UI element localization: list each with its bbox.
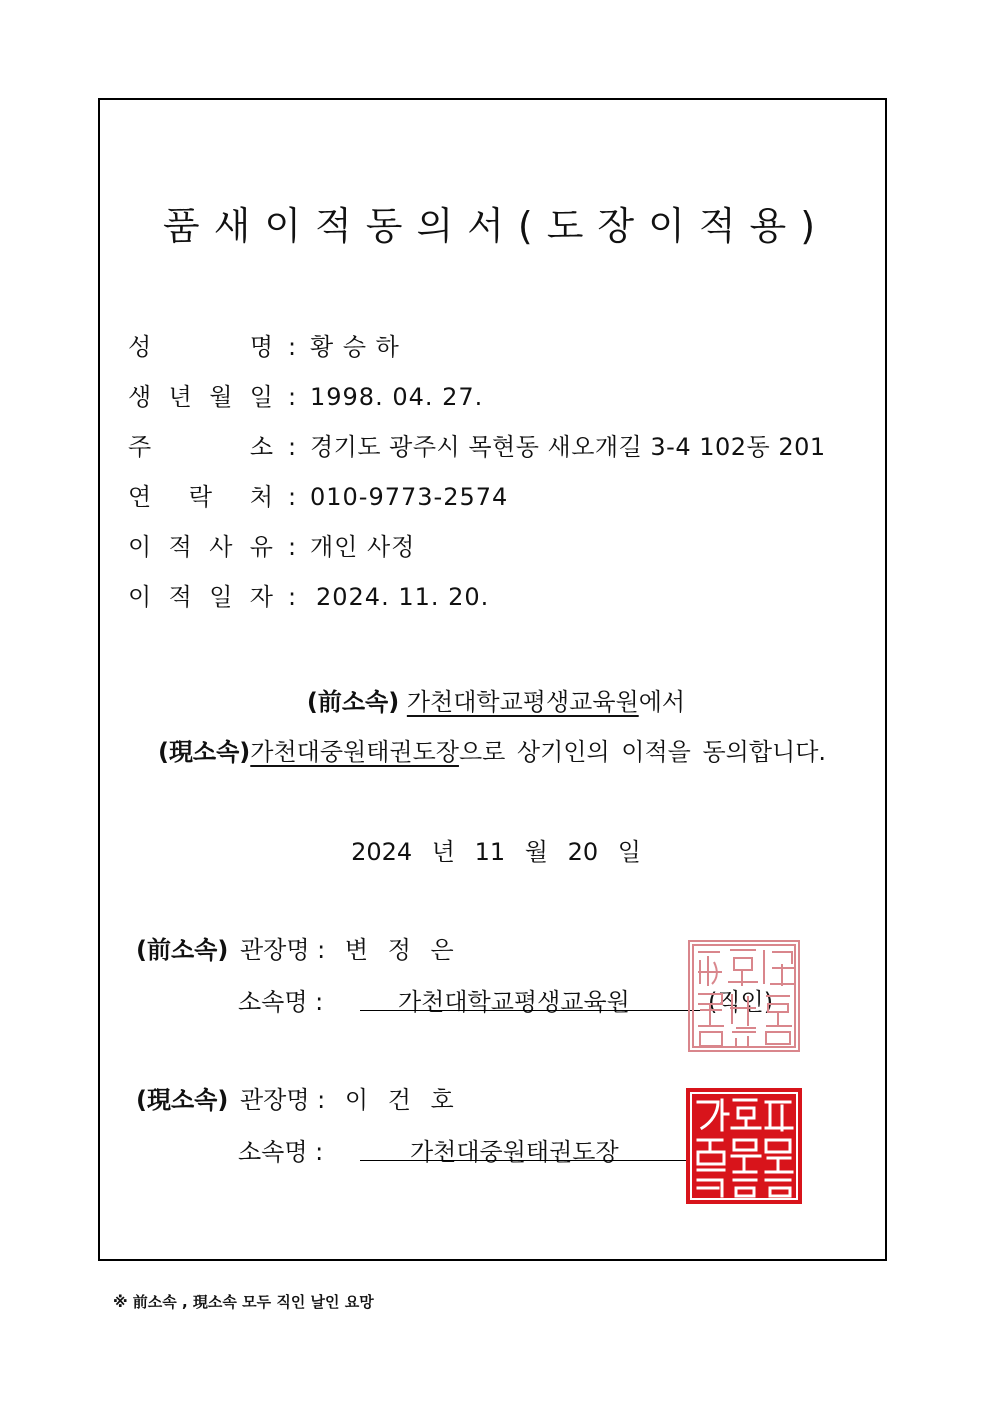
field-value: 2024. 11. 20. xyxy=(316,583,490,611)
field-address: 주 소 : 경기도 광주시 목현동 새오개길 3-4 102동 201 xyxy=(128,430,826,464)
statement-line-1 xyxy=(0,682,992,717)
curr-seal-stamp xyxy=(686,1088,802,1204)
field-value: 개인 사정 xyxy=(310,533,416,561)
curr-suffix: 으로 상기인의 이적을 동의합니다. xyxy=(458,738,827,766)
prev-org-name: 가천대학교평생교육원 xyxy=(398,988,630,1016)
field-label: 이 적 사 유 xyxy=(128,533,273,561)
prev-director-name: 변 정 은 xyxy=(344,936,460,964)
prev-org-underline xyxy=(360,1010,705,1011)
footnote: ※ 前소속 , 現소속 모두 직인 날인 요망 xyxy=(113,1293,374,1311)
prev-sig-tag: (前소속) xyxy=(136,936,229,964)
prev-seal-stamp xyxy=(686,938,802,1054)
curr-director-row xyxy=(136,1080,460,1115)
prev-org: 가천대학교평생교육원 xyxy=(406,688,639,716)
field-label: 주 소 xyxy=(128,433,273,461)
field-value: 황 승 하 xyxy=(310,333,400,361)
field-value: 1998. 04. 27. xyxy=(310,383,484,411)
prev-director-label: 관장명 : xyxy=(239,936,326,964)
prev-tag: (前소속) xyxy=(306,688,400,716)
field-label: 성 명 xyxy=(128,333,273,361)
field-name: 성 명 : 황 승 하 xyxy=(128,330,400,364)
field-contact: 연 락 처 : 010-9773-2574 xyxy=(128,480,508,514)
curr-sig-tag: (現소속) xyxy=(136,1086,229,1114)
curr-org: 가천대중원태권도장 xyxy=(250,738,459,766)
curr-director-label: 관장명 : xyxy=(239,1086,326,1114)
prev-org-label: 소속명 : xyxy=(238,988,324,1016)
statement-line-2 xyxy=(0,732,988,767)
field-label: 연 락 처 xyxy=(128,483,273,511)
field-value: 경기도 광주시 목현동 새오개길 3-4 102동 201 xyxy=(310,433,826,461)
field-reason: 이 적 사 유 : 개인 사정 xyxy=(128,530,415,564)
curr-tag: (現소속) xyxy=(157,738,251,766)
field-value: 010-9773-2574 xyxy=(310,483,509,511)
curr-org-name: 가천대중원태권도장 xyxy=(410,1138,619,1166)
prev-seal-label: (직인) xyxy=(708,988,774,1016)
field-label: 생 년 월 일 xyxy=(128,383,273,411)
document-title: 품새이적동의서(도장이적용) xyxy=(162,204,830,248)
signing-date: 2024 년 11 월 20 일 xyxy=(351,838,641,866)
prev-director-row xyxy=(136,930,460,965)
prev-suffix: 에서 xyxy=(638,688,686,716)
field-label: 이 적 일 자 xyxy=(128,583,273,611)
field-birthdate: 생 년 월 일 : 1998. 04. 27. xyxy=(128,380,483,414)
curr-director-name: 이 건 호 xyxy=(344,1086,460,1114)
field-transfer-date: 이 적 일 자 : 2024. 11. 20. xyxy=(128,580,489,614)
curr-org-underline xyxy=(360,1160,705,1161)
curr-org-label: 소속명 : xyxy=(238,1138,324,1166)
